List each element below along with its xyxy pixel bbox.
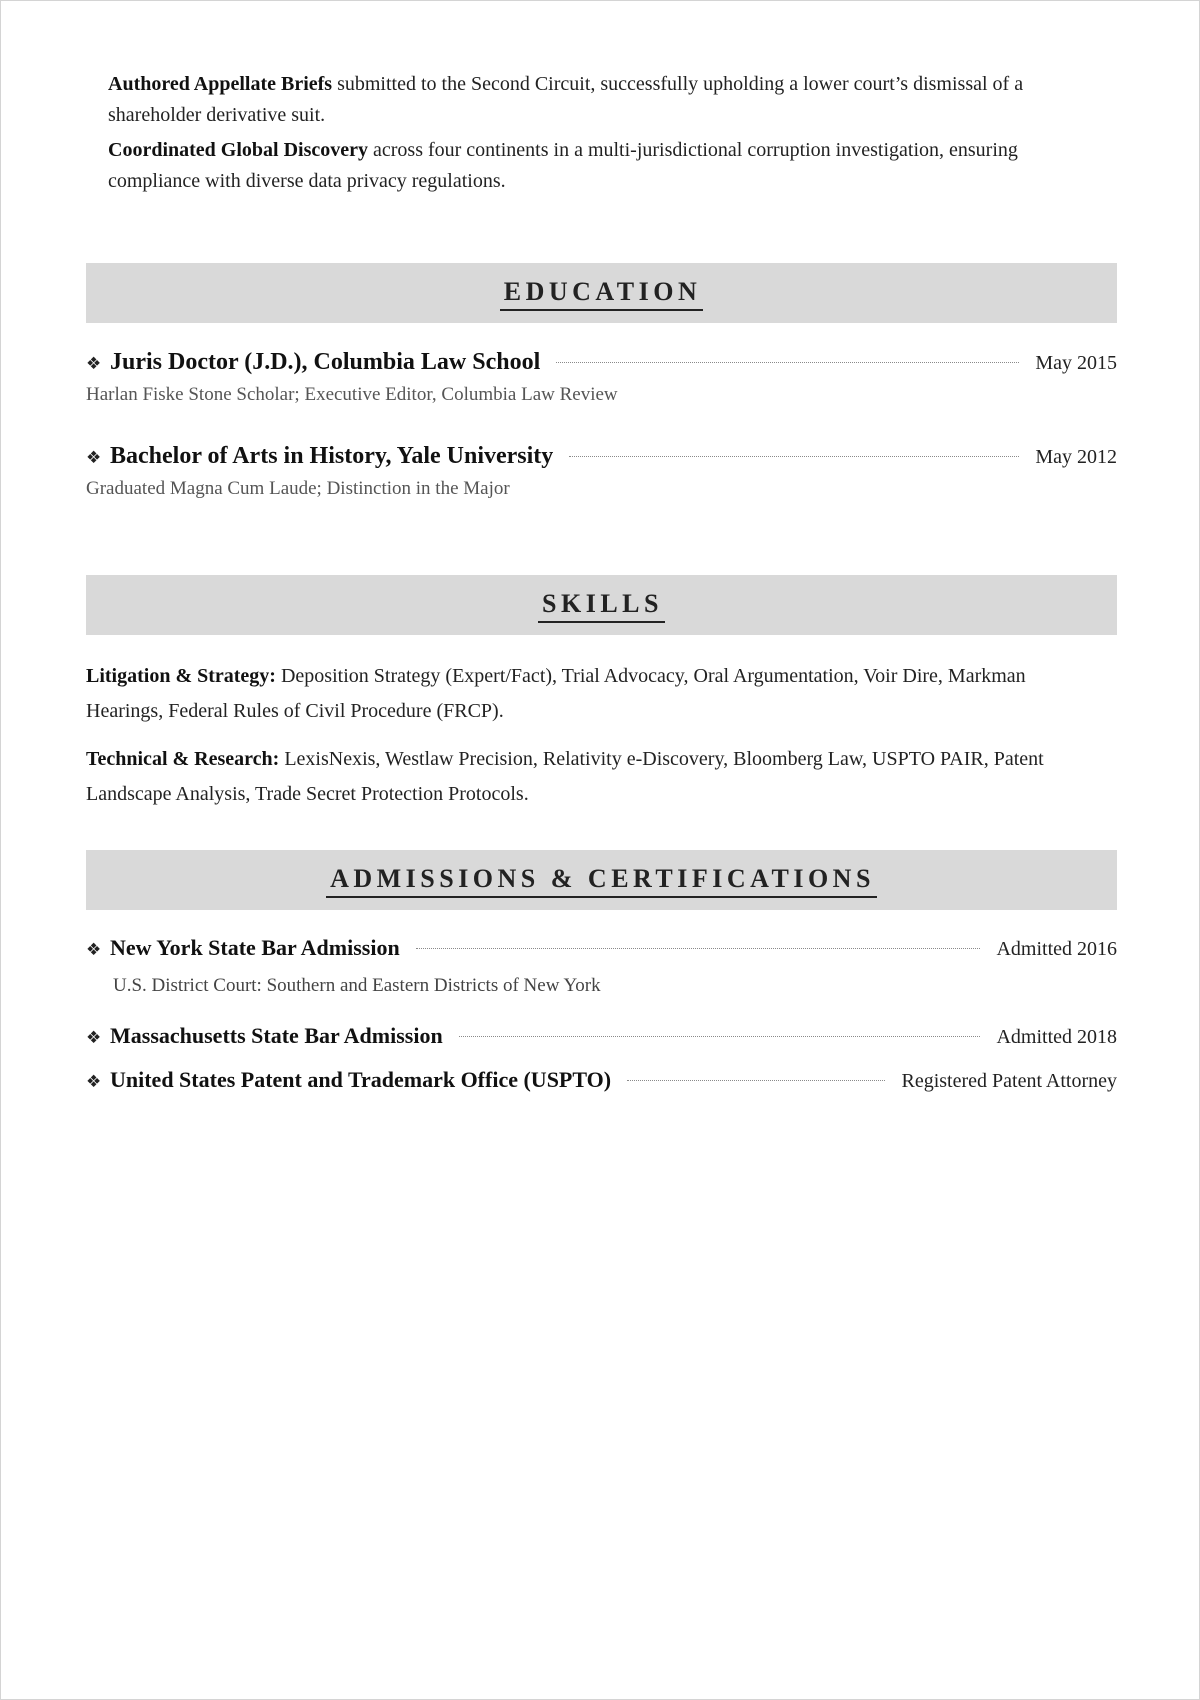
- education-header-bar: [86, 263, 1117, 323]
- skills-group: [86, 659, 1076, 729]
- admissions-heading: ADMISSIONS & CERTIFICATIONS: [326, 863, 877, 898]
- dotted-leader: [556, 362, 1019, 363]
- degree-detail: Graduated Magna Cum Laude; Distinction in the Major: [86, 478, 510, 499]
- bullet-lead: Coordinated Global Discovery: [108, 139, 368, 161]
- dotted-leader: [459, 1036, 981, 1037]
- skills-group: [86, 742, 1076, 812]
- admissions-header-bar: [86, 850, 1117, 910]
- skills-header-bar: [86, 575, 1117, 635]
- bullet-text: submitted to the Second Circuit, successfully upholding a lower court’s dismissal of a shareholder derivative suit.: [108, 73, 1024, 126]
- dotted-leader: [569, 456, 1019, 457]
- admission-entry: [86, 935, 1117, 997]
- admission-title: Massachusetts State Bar Admission: [110, 1023, 443, 1048]
- degree-date: May 2012: [1035, 446, 1117, 468]
- degree-title: Bachelor of Arts in History, Yale University: [110, 443, 554, 469]
- skills-group-label: Litigation & Strategy:: [86, 665, 276, 687]
- bullet-text: across four continents in a multi-jurisdictional corruption investigation, ensuring compliance with diverse data privacy regulations.: [108, 139, 1018, 192]
- admission-detail: U.S. District Court: Southern and Eastern Districts of New York: [113, 975, 601, 996]
- bullet-lead: Authored Appellate Briefs: [108, 73, 333, 95]
- diamond-bullet-icon: ❖: [86, 1072, 102, 1092]
- admission-title: United States Patent and Trademark Office (USPTO): [110, 1067, 612, 1092]
- dotted-leader: [627, 1080, 885, 1081]
- diamond-bullet-icon: ❖: [86, 1028, 102, 1048]
- skills-group-text: Deposition Strategy (Expert/Fact), Trial Advocacy, Oral Argumentation, Voir Dire, Markman Hearings, Federal Rules of Civil Procedure (FRCP).: [86, 665, 1026, 722]
- degree-date: May 2015: [1035, 352, 1117, 374]
- experience-bullet: [108, 69, 1068, 131]
- admission-entry: [86, 1067, 1117, 1093]
- dotted-leader: [416, 948, 981, 949]
- education-heading: EDUCATION: [500, 276, 703, 311]
- diamond-bullet-icon: ❖: [86, 940, 102, 960]
- admission-title: New York State Bar Admission: [110, 935, 400, 960]
- admission-entry: [86, 1023, 1117, 1049]
- education-entry: [86, 349, 1117, 406]
- degree-detail: Harlan Fiske Stone Scholar; Executive Editor, Columbia Law Review: [86, 384, 618, 405]
- skills-group-label: Technical & Research:: [86, 748, 280, 770]
- skills-group-text: LexisNexis, Westlaw Precision, Relativity e-Discovery, Bloomberg Law, USPTO PAIR, Patent Landscape Analysis, Trade Secret Protection Protocols.: [86, 748, 1044, 805]
- skills-heading: SKILLS: [538, 588, 665, 623]
- admission-status: Admitted 2016: [996, 938, 1117, 960]
- admission-status: Registered Patent Attorney: [901, 1070, 1117, 1092]
- experience-bullets: [108, 69, 1068, 201]
- diamond-bullet-icon: ❖: [86, 448, 102, 468]
- degree-title: Juris Doctor (J.D.), Columbia Law School: [110, 349, 541, 375]
- education-entry: [86, 443, 1117, 500]
- diamond-bullet-icon: ❖: [86, 354, 102, 374]
- experience-bullet: [108, 135, 1068, 197]
- admission-status: Admitted 2018: [996, 1026, 1117, 1048]
